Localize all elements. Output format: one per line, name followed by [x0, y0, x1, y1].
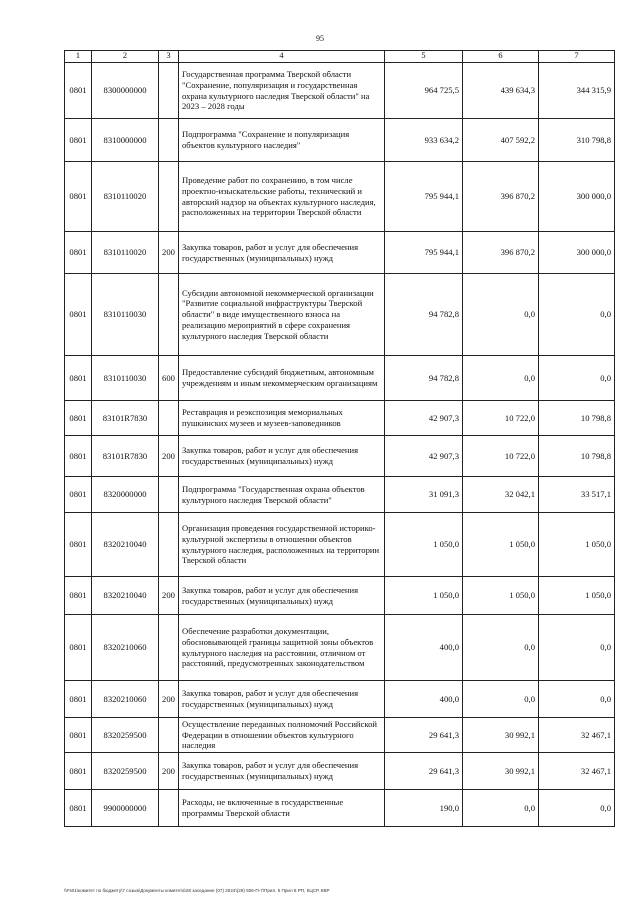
amount-cell: 0,0 [539, 790, 615, 827]
section-code-cell: 0801 [65, 274, 92, 356]
amount-cell: 439 634,3 [463, 63, 539, 119]
amount-cell: 0,0 [463, 356, 539, 401]
description-cell: Расходы, не включенные в государственные программы Тверской области [179, 790, 385, 827]
amount-cell: 344 315,9 [539, 63, 615, 119]
col-header-7: 7 [539, 51, 615, 63]
description-cell: Подпрограмма "Государственная охрана объектов культурного наследия Тверской области" [179, 477, 385, 513]
expense-type-cell [159, 274, 179, 356]
section-code-cell: 0801 [65, 513, 92, 577]
table-row [65, 615, 615, 681]
target-article-cell: 8320000000 [92, 477, 159, 513]
description-cell: Закупка товаров, работ и услуг для обеспечения государственных (муниципальных) нужд [179, 577, 385, 615]
amount-cell: 32 467,1 [539, 753, 615, 790]
amount-cell: 0,0 [539, 274, 615, 356]
section-code-cell: 0801 [65, 119, 92, 162]
amount-cell: 300 000,0 [539, 162, 615, 232]
section-code-cell: 0801 [65, 63, 92, 119]
expense-type-cell [159, 401, 179, 436]
amount-cell: 0,0 [463, 615, 539, 681]
expense-type-cell [159, 513, 179, 577]
expense-type-cell [159, 477, 179, 513]
table-row [65, 356, 615, 401]
header-row [65, 51, 615, 63]
description-cell: Закупка товаров, работ и услуг для обеспечения государственных (муниципальных) нужд [179, 753, 385, 790]
section-code-cell: 0801 [65, 232, 92, 274]
table-row [65, 718, 615, 753]
section-code-cell: 0801 [65, 436, 92, 477]
section-code-cell: 0801 [65, 615, 92, 681]
expense-type-cell [159, 790, 179, 827]
target-article-cell: 8320210060 [92, 681, 159, 718]
amount-cell: 407 592,2 [463, 119, 539, 162]
section-code-cell: 0801 [65, 401, 92, 436]
section-code-cell: 0801 [65, 718, 92, 753]
amount-cell: 396 870,2 [463, 162, 539, 232]
amount-cell: 1 050,0 [463, 513, 539, 577]
section-code-cell: 0801 [65, 753, 92, 790]
col-header-5: 5 [385, 51, 463, 63]
amount-cell: 31 091,3 [385, 477, 463, 513]
amount-cell: 310 798,8 [539, 119, 615, 162]
expense-type-cell: 200 [159, 753, 179, 790]
description-cell: Закупка товаров, работ и услуг для обеспечения государственных (муниципальных) нужд [179, 681, 385, 718]
description-cell: Обеспечение разработки документации, обосновывающей границы защитной зоны объектов культурного наследия на расстоянии, отличном от расстояний, предусмотренных законодательством [179, 615, 385, 681]
table-row [65, 274, 615, 356]
amount-cell: 32 042,1 [463, 477, 539, 513]
description-cell: Субсидии автономной некоммерческой организации "Развитие социальной инфраструктуры Тверской области" в виде имущественного взноса на реализацию мероприятий в сфере сохранения культурного наследия Тверской области [179, 274, 385, 356]
amount-cell: 94 782,8 [385, 274, 463, 356]
expense-type-cell [159, 615, 179, 681]
table-row [65, 681, 615, 718]
col-header-4: 4 [179, 51, 385, 63]
description-cell: Проведение работ по сохранению, в том числе проектно-изыскательские работы, технический и авторский надзор на объектах культурного наследия, расположенных на территории Тверской области [179, 162, 385, 232]
amount-cell: 10 722,0 [463, 436, 539, 477]
table-row [65, 513, 615, 577]
amount-cell: 30 992,1 [463, 753, 539, 790]
target-article-cell: 8320210040 [92, 577, 159, 615]
target-article-cell: 8310110030 [92, 356, 159, 401]
amount-cell: 1 050,0 [385, 513, 463, 577]
expense-type-cell [159, 119, 179, 162]
target-article-cell: 83101R7830 [92, 401, 159, 436]
amount-cell: 0,0 [463, 790, 539, 827]
table-row [65, 436, 615, 477]
description-cell: Закупка товаров, работ и услуг для обеспечения государственных (муниципальных) нужд [179, 232, 385, 274]
description-cell: Организация проведения государственной историко-культурной экспертизы в отношении объектов культурного наследия, расположенных на территории Тверской области [179, 513, 385, 577]
amount-cell: 400,0 [385, 681, 463, 718]
col-header-3: 3 [159, 51, 179, 63]
amount-cell: 0,0 [463, 274, 539, 356]
amount-cell: 10 722,0 [463, 401, 539, 436]
description-cell: Осуществление переданных полномочий Российской Федерации в отношении объектов культурного наследия [179, 718, 385, 753]
amount-cell: 30 992,1 [463, 718, 539, 753]
table-row [65, 162, 615, 232]
target-article-cell: 8310110020 [92, 162, 159, 232]
target-article-cell: 8320259500 [92, 753, 159, 790]
description-cell: Предоставление субсидий бюджетным, автономным учреждениям и иным некоммерческим организациям [179, 356, 385, 401]
section-code-cell: 0801 [65, 681, 92, 718]
table-row [65, 232, 615, 274]
table-row [65, 577, 615, 615]
target-article-cell: 8300000000 [92, 63, 159, 119]
budget-table [64, 50, 615, 827]
amount-cell: 94 782,8 [385, 356, 463, 401]
expense-type-cell [159, 718, 179, 753]
expense-type-cell [159, 63, 179, 119]
footer-file-path: \\Fs01\комитет по бюджету\7 созыв\Документы комитета\28 заседание (07) 2024\(28) 506-П-7\Прил. 5 Прил 8 РП, КЦСР, КВР [64, 888, 330, 893]
amount-cell: 190,0 [385, 790, 463, 827]
amount-cell: 29 641,3 [385, 718, 463, 753]
expense-type-cell: 200 [159, 232, 179, 274]
amount-cell: 300 000,0 [539, 232, 615, 274]
target-article-cell: 83101R7830 [92, 436, 159, 477]
amount-cell: 10 798,8 [539, 436, 615, 477]
amount-cell: 933 634,2 [385, 119, 463, 162]
col-header-1: 1 [65, 51, 92, 63]
amount-cell: 964 725,5 [385, 63, 463, 119]
section-code-cell: 0801 [65, 577, 92, 615]
expense-type-cell: 200 [159, 681, 179, 718]
col-header-6: 6 [463, 51, 539, 63]
section-code-cell: 0801 [65, 477, 92, 513]
description-cell: Закупка товаров, работ и услуг для обеспечения государственных (муниципальных) нужд [179, 436, 385, 477]
table-row [65, 753, 615, 790]
target-article-cell: 8310000000 [92, 119, 159, 162]
amount-cell: 1 050,0 [539, 577, 615, 615]
description-cell: Реставрация и реэкспозиция мемориальных пушкинских музеев и музеев-заповедников [179, 401, 385, 436]
target-article-cell: 9900000000 [92, 790, 159, 827]
col-header-2: 2 [92, 51, 159, 63]
table-row [65, 119, 615, 162]
section-code-cell: 0801 [65, 790, 92, 827]
expense-type-cell: 200 [159, 577, 179, 615]
section-code-cell: 0801 [65, 162, 92, 232]
table-row [65, 401, 615, 436]
table-row [65, 790, 615, 827]
target-article-cell: 8320259500 [92, 718, 159, 753]
target-article-cell: 8320210040 [92, 513, 159, 577]
target-article-cell: 8310110030 [92, 274, 159, 356]
section-code-cell: 0801 [65, 356, 92, 401]
table-row [65, 477, 615, 513]
amount-cell: 1 050,0 [539, 513, 615, 577]
amount-cell: 10 798,8 [539, 401, 615, 436]
amount-cell: 32 467,1 [539, 718, 615, 753]
amount-cell: 42 907,3 [385, 401, 463, 436]
amount-cell: 396 870,2 [463, 232, 539, 274]
amount-cell: 795 944,1 [385, 162, 463, 232]
expense-type-cell: 200 [159, 436, 179, 477]
amount-cell: 33 517,1 [539, 477, 615, 513]
amount-cell: 1 050,0 [385, 577, 463, 615]
page-number: 95 [316, 34, 324, 43]
amount-cell: 42 907,3 [385, 436, 463, 477]
amount-cell: 795 944,1 [385, 232, 463, 274]
target-article-cell: 8310110020 [92, 232, 159, 274]
table-row [65, 63, 615, 119]
amount-cell: 29 641,3 [385, 753, 463, 790]
amount-cell: 1 050,0 [463, 577, 539, 615]
expense-type-cell [159, 162, 179, 232]
amount-cell: 0,0 [539, 681, 615, 718]
target-article-cell: 8320210060 [92, 615, 159, 681]
amount-cell: 0,0 [539, 615, 615, 681]
amount-cell: 0,0 [463, 681, 539, 718]
amount-cell: 400,0 [385, 615, 463, 681]
expense-type-cell: 600 [159, 356, 179, 401]
description-cell: Государственная программа Тверской области "Сохранение, популяризация и государственная охрана культурного наследия Тверской области" на 2023 – 2028 годы [179, 63, 385, 119]
description-cell: Подпрограмма "Сохранение и популяризация объектов культурного наследия" [179, 119, 385, 162]
amount-cell: 0,0 [539, 356, 615, 401]
